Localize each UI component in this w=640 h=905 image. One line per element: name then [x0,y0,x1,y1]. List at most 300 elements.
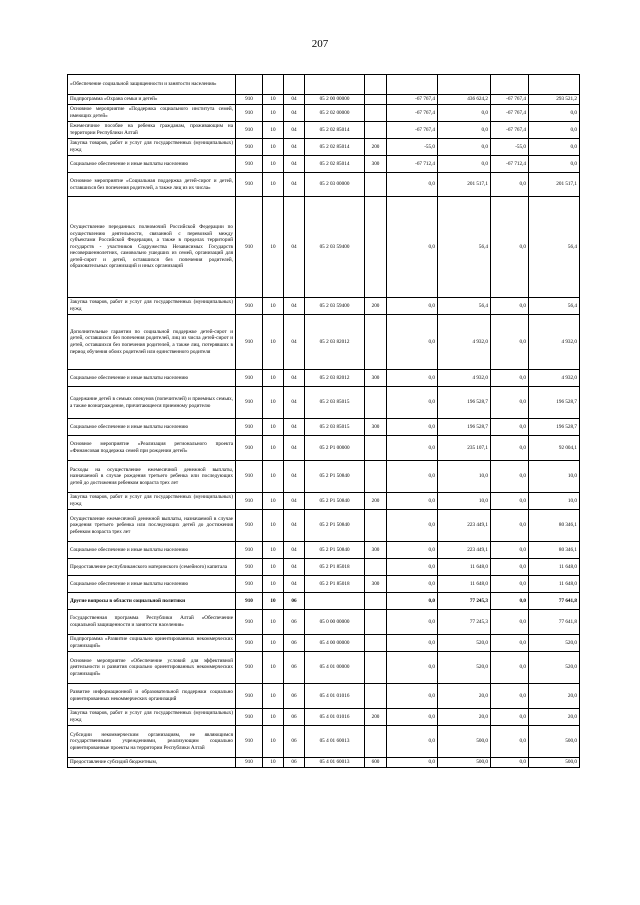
page-number: 207 [311,38,329,50]
cell-expense-type [365,173,387,197]
cell-grbs-code: 910 [236,95,263,105]
cell-grbs-code: 910 [236,559,263,576]
cell-target-article [305,75,365,95]
cell-amount-4: 0,0 [529,122,580,139]
table-row [68,593,580,610]
cell-grbs-code: 910 [236,576,263,593]
cell-target-article: 05 2 03 85015 [305,387,365,419]
cell-target-article: 05 2 00 00000 [305,95,365,105]
cell-amount-1 [387,75,438,95]
cell-section-code: 10 [263,635,284,652]
cell-amount-3: 0,0 [491,370,529,387]
cell-grbs-code: 910 [236,542,263,559]
cell-name: Предоставление республиканского материнского (семейного) капитала [68,559,236,576]
cell-amount-3 [491,75,529,95]
cell-section-code: 10 [263,610,284,635]
cell-amount-4: 196 528,7 [529,419,580,436]
table-row [68,75,580,95]
cell-name: Подпрограмма «Охрана семьи и детей» [68,95,236,105]
cell-name: Социальное обеспечение и иные выплаты населению [68,576,236,593]
cell-grbs-code: 910 [236,436,263,461]
cell-target-article: 05 2 P1 00000 [305,436,365,461]
cell-section-code: 10 [263,709,284,726]
cell-amount-3: 0,0 [491,559,529,576]
cell-amount-1: 0,0 [387,370,438,387]
cell-name: Субсидии некоммерческим организациям, не являющимся государственными учреждениями, реализующим социально ориентированные проекты на территории Республики Алтай [68,726,236,758]
cell-amount-2: 500,0 [438,726,491,758]
table-row [68,576,580,593]
cell-amount-4: 520,0 [529,635,580,652]
cell-subsection-code: 04 [284,387,305,419]
cell-amount-4: 80 346,1 [529,510,580,542]
cell-subsection-code: 06 [284,593,305,610]
cell-target-article: 05 2 P1 50840 [305,493,365,510]
cell-amount-3: 0,0 [491,635,529,652]
cell-subsection-code: 04 [284,105,305,122]
cell-amount-4: 20,0 [529,709,580,726]
cell-amount-2: 520,0 [438,635,491,652]
cell-amount-1: 0,0 [387,709,438,726]
cell-amount-4: 56,4 [529,197,580,298]
cell-amount-3: 0,0 [491,419,529,436]
cell-amount-3: -55,0 [491,139,529,156]
cell-amount-1: 0,0 [387,197,438,298]
cell-amount-2: 11 648,0 [438,559,491,576]
cell-amount-4: 10,0 [529,493,580,510]
cell-amount-1: 0,0 [387,758,438,768]
cell-grbs-code: 910 [236,510,263,542]
cell-name: Социальное обеспечение и иные выплаты населению [68,156,236,173]
table-row [68,461,580,493]
cell-name: Осуществление ежемесячной денежной выплаты, назначаемой в случае рождения третьего ребенка или последующих детей до достижения ребенком возраста трех лет [68,510,236,542]
cell-target-article: 05 2 03 59400 [305,298,365,315]
cell-subsection-code: 06 [284,610,305,635]
cell-target-article: 05 2 03 82012 [305,370,365,387]
cell-subsection-code: 04 [284,461,305,493]
cell-amount-4: 92 004,1 [529,436,580,461]
cell-expense-type [365,510,387,542]
cell-grbs-code: 910 [236,419,263,436]
cell-section-code: 10 [263,493,284,510]
cell-section-code: 10 [263,315,284,370]
table-row [68,493,580,510]
cell-amount-1: -67 767,4 [387,95,438,105]
cell-subsection-code: 04 [284,576,305,593]
cell-amount-1: 0,0 [387,593,438,610]
cell-amount-3: -67 767,4 [491,122,529,139]
cell-amount-4: 11 648,0 [529,559,580,576]
cell-expense-type [365,559,387,576]
cell-amount-2: 520,0 [438,652,491,684]
cell-name: Закупка товаров, работ и услуг для государственных (муниципальных) нужд [68,493,236,510]
cell-name: Ежемесячное пособие на ребенка гражданам, проживающим на территории Республики Алтай [68,122,236,139]
cell-amount-1: -67 767,4 [387,105,438,122]
cell-section-code: 10 [263,105,284,122]
cell-section-code: 10 [263,370,284,387]
cell-target-article: 05 2 02 85014 [305,139,365,156]
cell-grbs-code: 910 [236,139,263,156]
table-body [68,75,580,768]
table-row [68,156,580,173]
table-row [68,95,580,105]
cell-grbs-code: 910 [236,156,263,173]
cell-expense-type [365,635,387,652]
cell-target-article: 05 2 P1 85018 [305,559,365,576]
cell-name: Содержание детей в семьях опекунов (попечителей) и приемных семьях, а также вознаграждение, причитающееся приемному родителю [68,387,236,419]
cell-amount-1: 0,0 [387,173,438,197]
cell-amount-2: 4 932,0 [438,370,491,387]
cell-section-code: 10 [263,758,284,768]
cell-expense-type: 600 [365,758,387,768]
cell-subsection-code: 06 [284,726,305,758]
cell-subsection-code: 04 [284,197,305,298]
cell-amount-3: 0,0 [491,576,529,593]
cell-name: Основное мероприятие «Обеспечение условий для эффективной деятельности и развития социально ориентированных некоммерческих организаций» [68,652,236,684]
cell-amount-3: 0,0 [491,652,529,684]
cell-amount-4: 4 932,0 [529,370,580,387]
table-row [68,197,580,298]
cell-amount-4: 0,0 [529,105,580,122]
cell-amount-4: 77 641,8 [529,593,580,610]
cell-name: Закупка товаров, работ и услуг для государственных (муниципальных) нужд [68,139,236,156]
cell-expense-type [365,593,387,610]
cell-name: Основное мероприятие «Поддержка социального института семей, имеющих детей» [68,105,236,122]
cell-amount-2: 500,0 [438,758,491,768]
cell-subsection-code [284,75,305,95]
cell-target-article: 05 2 02 85014 [305,156,365,173]
cell-subsection-code: 06 [284,635,305,652]
cell-subsection-code: 04 [284,315,305,370]
cell-amount-1: 0,0 [387,510,438,542]
cell-amount-1: 0,0 [387,387,438,419]
table-row [68,709,580,726]
table-row [68,298,580,315]
cell-amount-1: -55,0 [387,139,438,156]
cell-amount-3: 0,0 [491,436,529,461]
cell-amount-3: -67 767,4 [491,105,529,122]
cell-amount-3: 0,0 [491,493,529,510]
table-row [68,684,580,709]
cell-grbs-code: 910 [236,370,263,387]
cell-amount-4: 0,0 [529,156,580,173]
cell-amount-3: 0,0 [491,758,529,768]
cell-amount-2: 77 245,3 [438,610,491,635]
cell-grbs-code: 910 [236,709,263,726]
table-row [68,419,580,436]
cell-subsection-code: 04 [284,510,305,542]
cell-section-code [263,75,284,95]
cell-amount-4: 80 346,1 [529,542,580,559]
cell-grbs-code: 910 [236,635,263,652]
cell-section-code: 10 [263,510,284,542]
cell-expense-type [365,197,387,298]
cell-expense-type: 200 [365,139,387,156]
cell-subsection-code: 06 [284,758,305,768]
cell-target-article: 05 4 01 00000 [305,652,365,684]
cell-grbs-code: 910 [236,684,263,709]
cell-name: Развитие информационной и образовательной поддержки социально ориентированных некоммерческих организаций [68,684,236,709]
cell-amount-1: 0,0 [387,559,438,576]
cell-target-article: 05 2 P1 50840 [305,542,365,559]
cell-amount-4: 11 648,0 [529,576,580,593]
cell-amount-2: 77 245,3 [438,593,491,610]
cell-amount-3: 0,0 [491,298,529,315]
cell-amount-1: 0,0 [387,419,438,436]
cell-expense-type [365,684,387,709]
cell-grbs-code: 910 [236,610,263,635]
cell-grbs-code: 910 [236,315,263,370]
cell-target-article: 05 2 03 59400 [305,197,365,298]
cell-amount-2: 4 932,0 [438,315,491,370]
cell-target-article: 05 4 01 01016 [305,684,365,709]
cell-subsection-code: 06 [284,709,305,726]
cell-grbs-code: 910 [236,105,263,122]
cell-section-code: 10 [263,652,284,684]
cell-amount-3: 0,0 [491,542,529,559]
cell-name: Дополнительные гарантии по социальной поддержке детей-сирот и детей, оставшихся без попечения родителей, лиц из числа детей-сирот и детей, оставшихся без попечения родителей, а также лиц, потерявших в период обучения обоих родителей или единственного родителя [68,315,236,370]
cell-expense-type: 200 [365,298,387,315]
cell-subsection-code: 04 [284,122,305,139]
cell-amount-1: -67 712,4 [387,156,438,173]
cell-grbs-code: 910 [236,298,263,315]
cell-expense-type [365,436,387,461]
cell-subsection-code: 04 [284,419,305,436]
cell-name: Предоставление субсидий бюджетным, [68,758,236,768]
cell-amount-2: 11 648,0 [438,576,491,593]
cell-grbs-code: 910 [236,758,263,768]
cell-section-code: 10 [263,197,284,298]
table-row [68,370,580,387]
cell-amount-2: 20,0 [438,684,491,709]
cell-amount-2: 235 107,1 [438,436,491,461]
cell-amount-1: 0,0 [387,436,438,461]
cell-amount-1: 0,0 [387,298,438,315]
cell-target-article: 05 4 01 60013 [305,726,365,758]
cell-amount-4: 77 641,8 [529,610,580,635]
cell-subsection-code: 04 [284,370,305,387]
cell-name: Основное мероприятие «Реализация регионального проекта «Финансовая поддержка семей при рождении детей» [68,436,236,461]
cell-amount-4: 196 528,7 [529,387,580,419]
cell-amount-3: -67 712,4 [491,156,529,173]
cell-subsection-code: 04 [284,95,305,105]
cell-amount-2: 223 449,1 [438,542,491,559]
cell-amount-4 [529,75,580,95]
cell-amount-4: 520,0 [529,652,580,684]
cell-amount-2: 196 528,7 [438,387,491,419]
table-row [68,139,580,156]
cell-expense-type [365,122,387,139]
cell-amount-2: 223 449,1 [438,510,491,542]
table-row [68,105,580,122]
table-row [68,610,580,635]
cell-name: «Обеспечение социальной защищенности и занятости населения» [68,75,236,95]
cell-target-article: 05 4 01 60013 [305,758,365,768]
cell-section-code: 10 [263,593,284,610]
cell-section-code: 10 [263,298,284,315]
cell-name: Социальное обеспечение и иные выплаты населению [68,542,236,559]
table-row [68,542,580,559]
cell-section-code: 10 [263,122,284,139]
cell-expense-type [365,105,387,122]
table-row [68,510,580,542]
cell-section-code: 10 [263,684,284,709]
cell-name: Социальное обеспечение и иные выплаты населению [68,370,236,387]
cell-amount-1: -67 767,4 [387,122,438,139]
cell-section-code: 10 [263,173,284,197]
table-row [68,758,580,768]
cell-expense-type [365,726,387,758]
table-row [68,436,580,461]
cell-grbs-code: 910 [236,652,263,684]
cell-amount-4: 0,0 [529,139,580,156]
cell-target-article: 05 2 P1 50840 [305,461,365,493]
budget-table [67,74,580,768]
cell-amount-3: 0,0 [491,173,529,197]
cell-subsection-code: 04 [284,493,305,510]
cell-expense-type [365,610,387,635]
cell-expense-type: 300 [365,542,387,559]
cell-amount-3: 0,0 [491,726,529,758]
cell-subsection-code: 04 [284,542,305,559]
cell-target-article: 05 2 P1 50840 [305,510,365,542]
cell-grbs-code: 910 [236,387,263,419]
cell-amount-2: 436 624,2 [438,95,491,105]
cell-name: Расходы на осуществление ежемесячной денежной выплаты, назначаемой в случае рождения третьего ребенка или последующих детей до достижения ребенком возраста трех лет [68,461,236,493]
cell-expense-type [365,461,387,493]
cell-amount-2: 196 528,7 [438,419,491,436]
cell-target-article: 05 2 P1 85018 [305,576,365,593]
cell-expense-type: 200 [365,709,387,726]
cell-subsection-code: 04 [284,298,305,315]
cell-expense-type [365,75,387,95]
cell-grbs-code: 910 [236,593,263,610]
cell-section-code: 10 [263,387,284,419]
cell-expense-type [365,315,387,370]
cell-amount-3: 0,0 [491,197,529,298]
cell-name: Закупка товаров, работ и услуг для государственных (муниципальных) нужд [68,709,236,726]
cell-target-article: 05 2 02 00000 [305,105,365,122]
cell-name: Подпрограмма «Развитие социально ориентированных некоммерческих организаций» [68,635,236,652]
cell-amount-4: 293 521,2 [529,95,580,105]
cell-section-code: 10 [263,559,284,576]
cell-amount-2: 0,0 [438,122,491,139]
cell-expense-type [365,652,387,684]
cell-name: Основное мероприятие «Социальная поддержка детей-сирот и детей, оставшихся без попечения родителей, а также лиц из их числа» [68,173,236,197]
cell-grbs-code [236,75,263,95]
cell-amount-1: 0,0 [387,461,438,493]
cell-amount-3: 0,0 [491,593,529,610]
cell-name: Государственная программа Республики Алтай «Обеспечение социальной защищенности и занятости населения» [68,610,236,635]
cell-subsection-code: 06 [284,684,305,709]
cell-grbs-code: 910 [236,197,263,298]
cell-amount-2 [438,75,491,95]
cell-section-code: 10 [263,419,284,436]
cell-amount-1: 0,0 [387,684,438,709]
table-row [68,315,580,370]
cell-amount-2: 0,0 [438,156,491,173]
cell-section-code: 10 [263,95,284,105]
cell-expense-type: 300 [365,419,387,436]
cell-amount-1: 0,0 [387,493,438,510]
cell-grbs-code: 910 [236,173,263,197]
cell-amount-1: 0,0 [387,315,438,370]
cell-amount-3: 0,0 [491,387,529,419]
cell-section-code: 10 [263,542,284,559]
cell-amount-2: 56,4 [438,298,491,315]
cell-amount-1: 0,0 [387,542,438,559]
cell-section-code: 10 [263,156,284,173]
cell-subsection-code: 04 [284,173,305,197]
cell-name: Закупка товаров, работ и услуг для государственных (муниципальных) нужд [68,298,236,315]
cell-amount-3: 0,0 [491,610,529,635]
cell-expense-type [365,95,387,105]
cell-expense-type: 300 [365,156,387,173]
cell-subsection-code: 04 [284,139,305,156]
cell-amount-3: 0,0 [491,684,529,709]
table-row [68,173,580,197]
cell-grbs-code: 910 [236,461,263,493]
cell-amount-1: 0,0 [387,576,438,593]
cell-amount-2: 56,4 [438,197,491,298]
cell-grbs-code: 910 [236,493,263,510]
cell-expense-type: 200 [365,493,387,510]
cell-amount-3: 0,0 [491,510,529,542]
table-row [68,387,580,419]
cell-target-article: 05 4 01 01016 [305,709,365,726]
cell-amount-3: 0,0 [491,709,529,726]
cell-amount-3: 0,0 [491,315,529,370]
cell-name: Социальное обеспечение и иные выплаты населению [68,419,236,436]
cell-target-article [305,593,365,610]
cell-amount-1: 0,0 [387,726,438,758]
cell-section-code: 10 [263,461,284,493]
cell-target-article: 05 2 02 85014 [305,122,365,139]
cell-amount-1: 0,0 [387,652,438,684]
cell-amount-4: 4 932,0 [529,315,580,370]
cell-amount-4: 500,0 [529,758,580,768]
cell-amount-2: 201 517,1 [438,173,491,197]
cell-target-article: 05 2 03 82012 [305,315,365,370]
cell-section-code: 10 [263,436,284,461]
cell-amount-4: 201 517,1 [529,173,580,197]
cell-section-code: 10 [263,726,284,758]
cell-amount-1: 0,0 [387,610,438,635]
cell-expense-type: 300 [365,370,387,387]
cell-amount-4: 20,0 [529,684,580,709]
cell-grbs-code: 910 [236,726,263,758]
cell-subsection-code: 06 [284,652,305,684]
cell-grbs-code: 910 [236,122,263,139]
cell-amount-3: -67 767,4 [491,95,529,105]
cell-amount-3: 0,0 [491,461,529,493]
cell-amount-4: 500,0 [529,726,580,758]
cell-subsection-code: 04 [284,436,305,461]
table-row [68,122,580,139]
cell-amount-2: 20,0 [438,709,491,726]
cell-target-article: 05 0 00 00000 [305,610,365,635]
cell-amount-2: 10,0 [438,461,491,493]
cell-target-article: 05 2 03 85015 [305,419,365,436]
cell-expense-type [365,387,387,419]
cell-target-article: 05 4 00 00000 [305,635,365,652]
cell-target-article: 05 2 03 00000 [305,173,365,197]
cell-amount-4: 10,0 [529,461,580,493]
table-row [68,559,580,576]
cell-amount-2: 0,0 [438,139,491,156]
cell-amount-2: 0,0 [438,105,491,122]
cell-subsection-code: 04 [284,156,305,173]
cell-name: Осуществление переданных полномочий Российской Федерации по осуществлению деятельности, связанной с перевозкой между субъектами Российской Федерации, а также в пределах территорий государств - участников Содружества Независимых Государств несовершеннолетних, самовольно ушедших из семей, организаций для детей-сирот и детей, оставшихся без попечения родителей, образовательных организаций и иных организаций [68,197,236,298]
